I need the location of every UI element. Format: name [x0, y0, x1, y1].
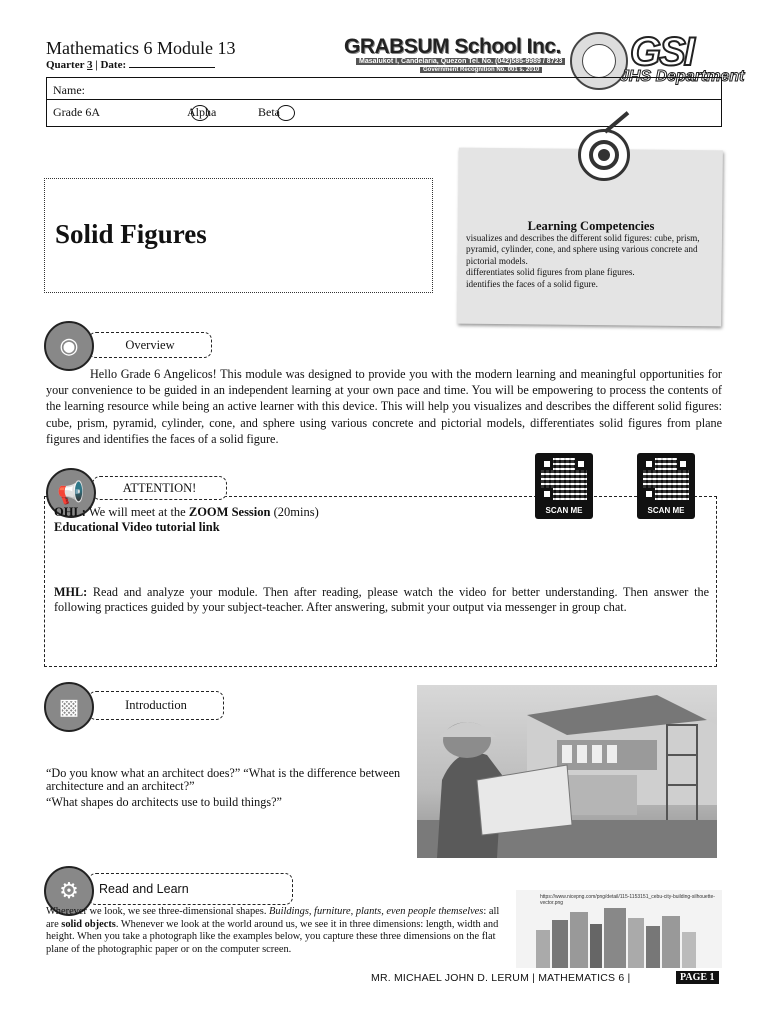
rl-text-3: . Whenever we look at the world around us, we see it in three dimensions: length, width and height. When you take a photograph like the examples below, you capture these three dimensions on the flat plane of the photographic paper or on the computer screen. [46, 918, 499, 955]
date-blank [129, 58, 215, 68]
video-tutorial-link[interactable]: Educational Video tutorial link [54, 520, 220, 534]
zoom-session-text: ZOOM Session [188, 505, 271, 519]
intro-question-1: “Do you know what an architect does?” “What is the difference between architecture and an architect?” [46, 766, 401, 793]
gsi-logo: GSI [630, 30, 693, 74]
rl-text-1: Wherever we look, we see three-dimensional shapes. [46, 906, 270, 917]
attention-label: ATTENTION! [92, 476, 227, 500]
monitor-icon: ▩ [44, 682, 94, 732]
quarter-date-line [46, 58, 215, 71]
name-row[interactable] [47, 78, 721, 100]
competency-item: differentiates solid figures from plane figures. [466, 267, 635, 278]
competencies-title: Learning Competencies [527, 219, 655, 233]
gear-icon: ⚙ [44, 866, 94, 916]
overview-label: Overview [88, 332, 212, 358]
mhl-prefix: MHL: [54, 585, 88, 599]
qr-label: SCAN ME [545, 506, 583, 515]
grade-label: Grade 6A [53, 105, 100, 119]
school-address: Masalukot I, Candelaria, Quezon Tel. No. (042)585-9989 / 8723 [356, 58, 565, 65]
rl-text-italic: Buildings, furniture, plants, even people themselves [269, 906, 484, 917]
quarter-prefix: Quarter [46, 59, 88, 71]
rl-text-2: : all are [46, 906, 500, 930]
qr-code-zoom[interactable] [535, 453, 593, 519]
ohl-prefix: OHL: [54, 505, 86, 519]
megaphone-icon: 📢 [46, 468, 96, 518]
competency-item: identifies the faces of a solid figure. [466, 278, 598, 289]
school-name-logo: GRABSUM School Inc. [344, 35, 561, 58]
overview-text: Hello Grade 6 Angelicos! This module was designed to provide you with the modern learning and meaningful opportunities for your convenience to be guided in an independent learning at your own pace and time. You will be empowering to process the contents of the learning resource while being an active learner with this device. This will help you visualizes and describes the different solid figures: cube, prism, pyramid, cylinder, cone, and sphere using various concrete and pictorial models, differentiates solid figures from plane figures and identifies the faces of a solid figure. [46, 367, 722, 446]
date-label: | Date: [92, 59, 129, 71]
footer-author: MR. MICHAEL JOHN D. LERUM | MATHEMATICS 6 | [371, 972, 631, 984]
architect-illustration [417, 685, 717, 858]
mhl-text: Read and analyze your module. Then after reading, please watch the video for better understanding. Then answer the following practices guided by your subject-teacher. After answering, submit your output via messenger in group chat. [54, 585, 709, 614]
beta-radio[interactable] [277, 105, 295, 121]
alpha-label: Alpha [187, 105, 217, 119]
ohl-duration: (20mins) [270, 505, 319, 519]
intro-question-2: “What shapes do architects use to build things?” [46, 795, 282, 809]
rl-text-bold: solid objects [61, 918, 116, 930]
ohl-text: We will meet at the [85, 505, 189, 519]
page-number: PAGE 1 [676, 971, 719, 984]
binoculars-icon: ◉ [44, 321, 94, 371]
title-box [44, 178, 433, 293]
image-source-url: https://www.nicepng.com/png/detail/115-1153151_cebu-city-building-silhouette-vector.png [540, 894, 715, 906]
name-label: Name: [53, 83, 85, 97]
qr-code-icon [541, 458, 587, 500]
read-and-learn-paragraph [46, 906, 500, 956]
beta-label: Beta [258, 105, 280, 119]
competency-item: visualizes and describes the different solid figures: cube, prism, pyramid, cylinder, cone, and sphere using various concrete and pictorial models. [466, 233, 700, 266]
ohl-line [54, 505, 319, 520]
qr-label: SCAN ME [647, 506, 685, 515]
read-and-learn-label: Read and Learn [88, 873, 293, 905]
department-logo: JHS Department [620, 68, 745, 85]
mhl-paragraph [54, 585, 709, 614]
module-title: Solid Figures [55, 219, 207, 249]
document-title: Mathematics 6 Module 13 [46, 38, 236, 58]
introduction-label: Introduction [88, 691, 224, 720]
alpha-radio[interactable] [191, 105, 209, 121]
target-icon [578, 129, 630, 181]
school-recognition: Government Recognition No. 001 s. 2010 [420, 67, 542, 73]
architect-scene [417, 685, 717, 858]
competencies-list [466, 233, 718, 290]
qr-code-icon [643, 458, 689, 500]
city-buildings-image [516, 890, 722, 968]
overview-paragraph [46, 366, 722, 447]
quarter-number: 3 [87, 59, 93, 71]
qr-code-video[interactable] [637, 453, 695, 519]
